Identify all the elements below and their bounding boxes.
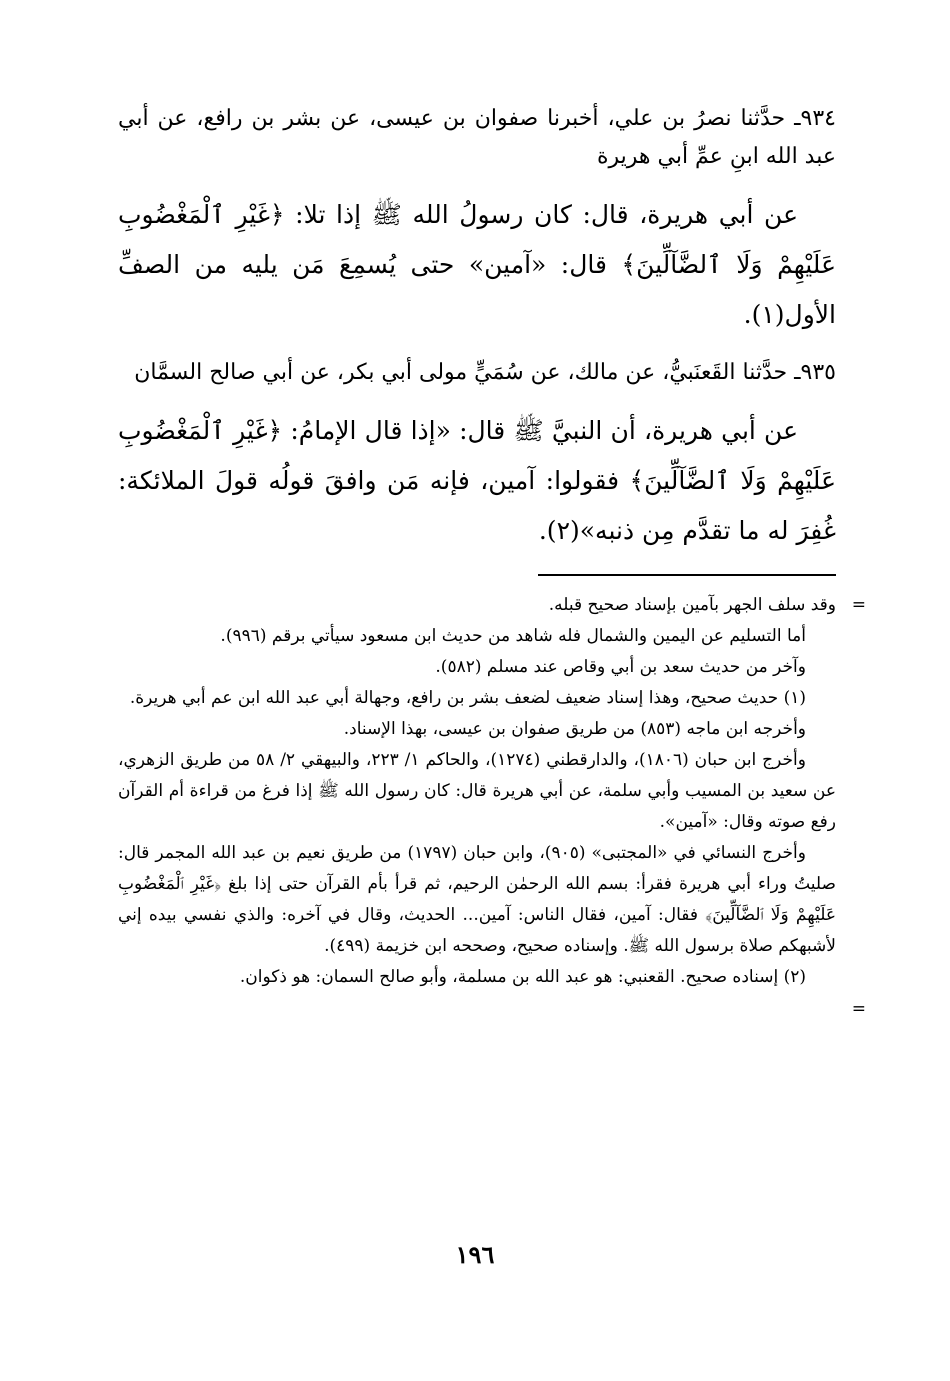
footnote-2: (٢) إسناده صحيح. القعنبي: هو عبد الله بن مسلمة، وأبو صالح السمان: هو ذكوان. [239, 967, 806, 987]
footnotes [118, 590, 866, 1019]
footnote-continued-line: أما التسليم عن اليمين والشمال فله شاهد من حديث ابن مسعود سيأتي برقم (٩٩٦). [220, 626, 806, 646]
hadith-934-isnad: ٩٣٤ـ حدَّثنا نصرُ بن علي، أخبرنا صفوان بن عيسى، عن بشر بن رافع، عن أبي عبد الله ابنِ عمِّ أبي هريرة [118, 106, 836, 169]
continuation-mark-end: = [851, 999, 866, 1019]
footnote-continued-line [118, 590, 866, 621]
footnote-continued-text: وقد سلف الجهر بآمين بإسناد صحيح قبله. [548, 595, 836, 615]
footnote-1-paragraph: وأخرج ابن حبان (١٨٠٦)، والدارقطني (١٢٧٤)، والحاكم ١/ ٢٢٣، والبيهقي ٢/ ٥٨ من طريق الزهري، عن سعيد بن المسيب وأبي سلمة، عن أبي هريرة قال: كان رسول الله ﷺ إذا فرغ من قراءة أم القرآن رفع صوته وقال: «آمين». [118, 750, 836, 832]
footnote-1: (١) حديث صحيح، وهذا إسناد ضعيف لضعف بشر بن رافع، وجهالة أبي عبد الله ابن عم أبي هريرة. [129, 688, 806, 708]
hadith-935-isnad: ٩٣٥ـ حدَّثنا القَعنَبيُّ، عن مالك، عن سُمَيٍّ مولى أبي بكر، عن أبي صالح السمَّان [134, 360, 836, 385]
footnote-1-paragraph: وأخرجه ابن ماجه (٨٥٣) من طريق صفوان بن عيسى، بهذا الإسناد. [343, 719, 806, 739]
hadith-934-matn: عن أبي هريرة، قال: كان رسولُ الله ﷺ إذا تلا: ﴿غَيْرِ ٱلْمَغْضُوبِ عَلَيْهِمْ وَلَا ٱلضَّآلِّينَ﴾ قال: «آمين» حتى يُسمِعَ مَن يليه من الصفِّ الأول(١). [118, 200, 836, 329]
hadith-935-matn: عن أبي هريرة، أن النبيَّ ﷺ قال: «إذا قال الإمامُ: ﴿غَيْرِ ٱلْمَغْضُوبِ عَلَيْهِمْ وَلَا ٱلضَّآلِّينَ﴾ فقولوا: آمين، فإنه مَن وافقَ قولُه قولَ الملائكة: غُفِرَ له ما تقدَّم مِن ذنبه»(٢). [118, 416, 836, 545]
page-body [118, 100, 866, 1019]
continuation-mark: = [851, 595, 866, 615]
footnote-1-paragraph: وأخرج النسائي في «المجتبى» (٩٠٥)، وابن حبان (١٧٩٧) من طريق نعيم بن عبد الله المجمر قال: صليتُ وراء أبي هريرة فقرأ: بسم الله الرحمٰن الرحيم، ثم قرأ بأم القرآن حتى إذا بلغ ﴿غَيْرِ ٱلْمَغْضُوبِ عَلَيْهِمْ وَلَا ٱلضَّآلِّينَ﴾ فقال: آمين، فقال الناس: آمين... الحديث، وقال في آخره: والذي نفسي بيده إني لأشبهكم صلاة برسول الله ﷺ. وإسناده صحيح، وصححه ابن خزيمة (٤٩٩). [118, 843, 836, 956]
footnote-continued-line: وآخر من حديث سعد بن أبي وقاص عند مسلم (٥٨٢). [435, 657, 806, 677]
footnote-separator [538, 574, 836, 576]
page-number: ١٩٦ [455, 1240, 495, 1269]
